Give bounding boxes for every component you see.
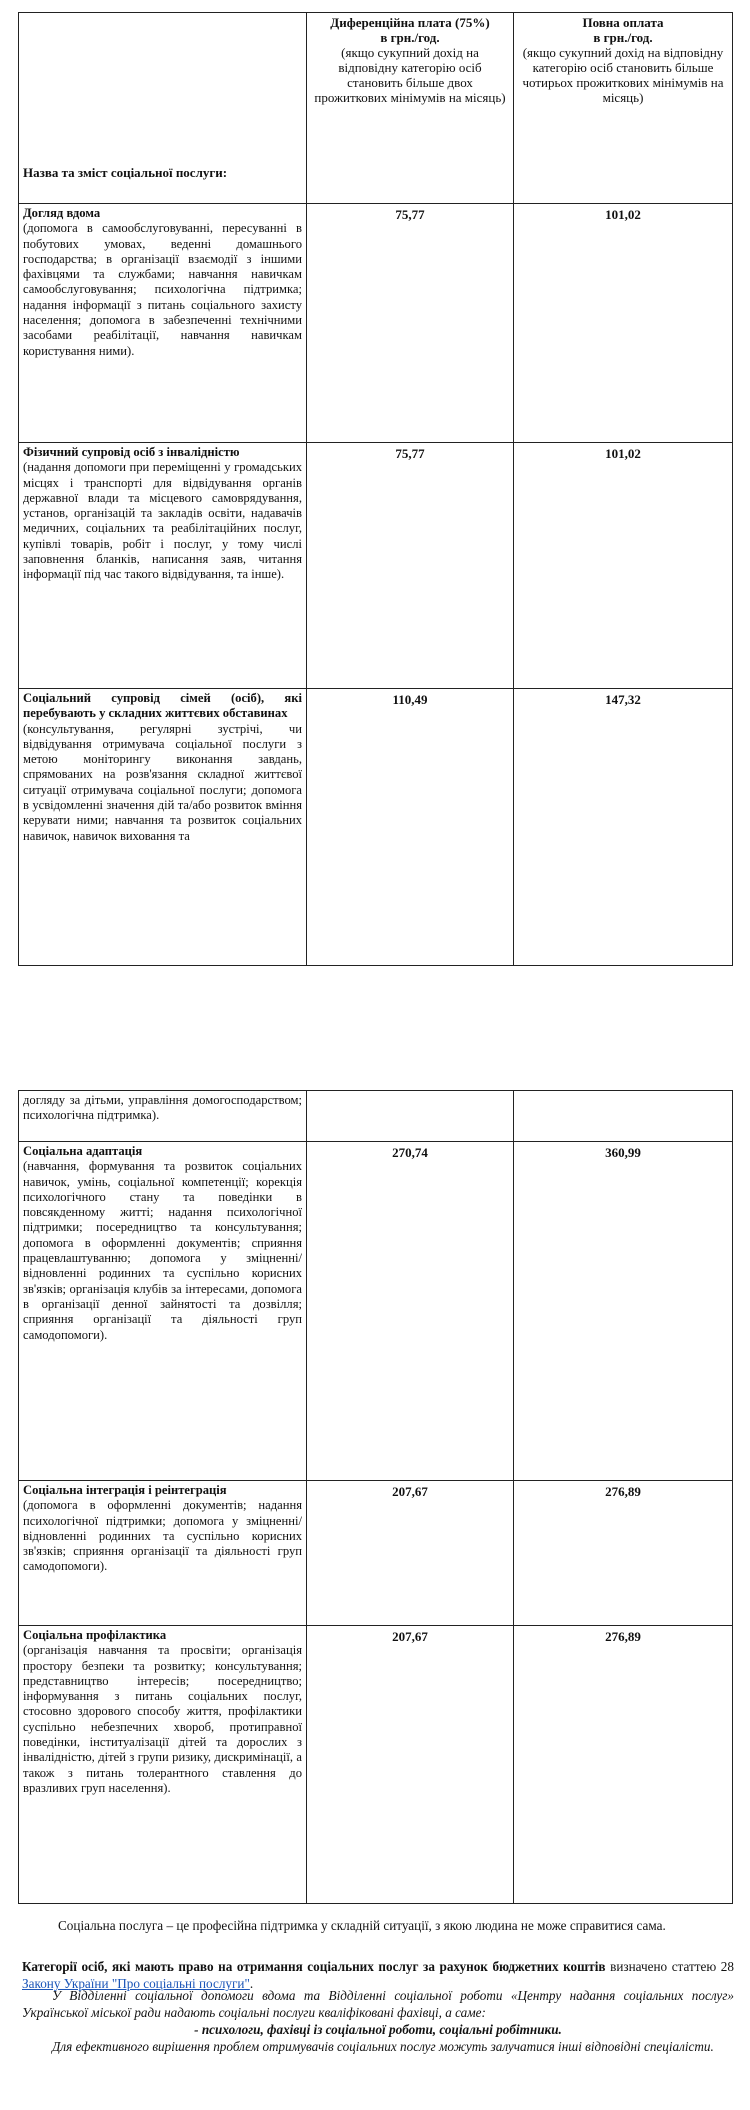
service-description: (допомога в самообслуговуванні, пересуванні в побутових умовах, веденні домашнього господарства; в організації взаємодії з іншими фахівцями та службами; навчання навичкам самообслуговування; психологічна підтримка; надання інформації з питань соціального захисту населення; допомога в забезпеченні технічними засобами реабілітації, навчання навичкам користування ними). xyxy=(23,221,302,358)
service-title: Соціальний супровід сімей (осіб), які перебувають у складних життєвих обставинах xyxy=(23,691,302,721)
header-service-name: Назва та зміст соціальної послуги: xyxy=(19,13,307,204)
table-row xyxy=(19,1091,733,1142)
diff-price xyxy=(307,1091,514,1142)
service-cell xyxy=(19,204,307,443)
categories-text: визначено статтею 28 xyxy=(605,1959,734,1975)
header-diff-unit: в грн./год. xyxy=(380,30,440,45)
table-row xyxy=(19,689,733,966)
diff-price: 75,77 xyxy=(307,204,514,443)
service-description: (надання допомоги при переміщенні у громадських місцях і транспорті для відвідування органів державної влади та місцевого самоврядування, установ, організацій та закладів освіти, надавачів медичних, соціальних та реабілітаційних послуг, купівлі товарів, робіт і послуг, у тому числі заповнення бланків, написання заяв, читання інформації під час такого відвідування, та інше). xyxy=(23,460,302,582)
service-description: догляду за дітьми, управління домогосподарством; психологічна підтримка). xyxy=(23,1093,302,1123)
service-cell xyxy=(19,1142,307,1481)
header-full-title: Повна оплата xyxy=(582,15,664,30)
diff-price: 207,67 xyxy=(307,1626,514,1904)
full-price: 360,99 xyxy=(514,1142,733,1481)
service-cell xyxy=(19,443,307,689)
services-table-part2 xyxy=(18,1090,733,1904)
diff-price: 270,74 xyxy=(307,1142,514,1481)
full-price: 276,89 xyxy=(514,1481,733,1626)
full-price: 101,02 xyxy=(514,204,733,443)
service-title: Соціальна профілактика xyxy=(23,1628,167,1642)
service-title: Фізичний супровід осіб з інвалідністю xyxy=(23,445,240,459)
service-description: (допомога в оформленні документів; надання психологічної підтримки; допомога у зміцненні/відновленні родинних та суспільно корисних зв'язків; сприяння організації та діяльності груп самодопомоги). xyxy=(23,1498,302,1574)
header-full-unit: в грн./год. xyxy=(593,30,653,45)
service-cell xyxy=(19,1481,307,1626)
staff-intro-b: «Центру надання соціальних послуг» Української міської ради надають соціальні послуги кваліфіковані фахівці, а саме: xyxy=(22,1988,734,2020)
table-row xyxy=(19,1626,733,1904)
service-cell xyxy=(19,1091,307,1142)
service-description: (консультування, регулярні зустрічі, чи відвідування отримувача соціальної послуги з метою моніторингу виконання завдань, спрямованих на розв'язання складної життєвої ситуації отримувача соціальної послуги; допомога в усвідомленні значення дій та/або розвиток вміння керувати ними; навчання та розвиток соціальних навичок, навичок виховання та xyxy=(23,721,302,843)
diff-price: 110,49 xyxy=(307,689,514,966)
service-title: Соціальна адаптація xyxy=(23,1144,143,1158)
staff-list: - психологи, фахівці із соціальної роботи, соціальні робітники. xyxy=(194,2022,562,2037)
categories-end: . xyxy=(249,1976,254,1992)
full-price: 101,02 xyxy=(514,443,733,689)
diff-price: 75,77 xyxy=(307,443,514,689)
diff-price: 207,67 xyxy=(307,1481,514,1626)
staff-extra: Для ефективного вирішення проблем отримувачів соціальних послуг можуть залучатися інші відповідні спеціалісти. xyxy=(52,2039,714,2054)
table-header xyxy=(19,13,733,204)
header-diff-note: (якщо сукупний дохід на відповідну категорію осіб становить більше двох прожиткових мінімумів на місяць) xyxy=(314,45,506,105)
service-description: (навчання, формування та розвиток соціальних навичок, умінь, соціальної компетенції; корекція психологічного стану та поведінки в повсякденному житті; надання психологічної підтримки; посередництво та консультування; допомога в оформленні документів; сприяння працевлаштуванню; допомога у зміцненні/відновленні родинних та суспільно корисних зв'язків; організація клубів за інтересами, допомога в організації денної зайнятості та дозвілля; сприяння організації та діяльності груп самодопомоги). xyxy=(23,1159,302,1342)
table-row xyxy=(19,1142,733,1481)
staff-intro-a: У Відділенні соціальної допомоги вдома та Відділенні соціальної роботи xyxy=(52,1988,511,2003)
service-description: (організація навчання та просвіти; організація простору безпеки та розвитку; консультування; представництво інтересів; посередництво; інформування з питань соціальних послуг, стосовно здорового способу життя, профілактики суспільно небезпечних хвороб, протиправної поведінки, інституалізації дітей та дорослих з інвалідністю, дітей з групи ризику, дискримінації, а також з питань толерантного ставлення до вразливих груп населення). xyxy=(23,1643,302,1795)
table-row xyxy=(19,443,733,689)
header-diff-payment xyxy=(307,13,514,204)
table-row xyxy=(19,1481,733,1626)
full-price: 147,32 xyxy=(514,689,733,966)
table-row xyxy=(19,204,733,443)
header-diff-title: Диференційна плата (75%) xyxy=(330,15,490,30)
categories-bold: Категорії осіб, які мають право на отримання соціальних послуг за рахунок бюджетних коштів xyxy=(22,1959,606,1975)
service-cell xyxy=(19,689,307,966)
service-title: Соціальна інтеграція і реінтеграція xyxy=(23,1483,227,1497)
staff-paragraph xyxy=(22,1987,734,2055)
header-full-note: (якщо сукупний дохід на відповідну категорію осіб становить більше чотирьох прожиткових мінімумів на місяць) xyxy=(522,45,724,105)
header-full-payment xyxy=(514,13,733,204)
staff-intro xyxy=(22,1987,734,2021)
service-title: Догляд вдома xyxy=(23,206,101,220)
services-table-part1 xyxy=(18,12,733,966)
full-price xyxy=(514,1091,733,1142)
definition-paragraph: Соціальна послуга – це професійна підтримка у складній ситуації, з якою людина не може справитися сама. xyxy=(58,1918,666,1934)
law-link[interactable]: Закону України "Про соціальні послуги" xyxy=(22,1976,250,1992)
full-price: 276,89 xyxy=(514,1626,733,1904)
service-cell xyxy=(19,1626,307,1904)
